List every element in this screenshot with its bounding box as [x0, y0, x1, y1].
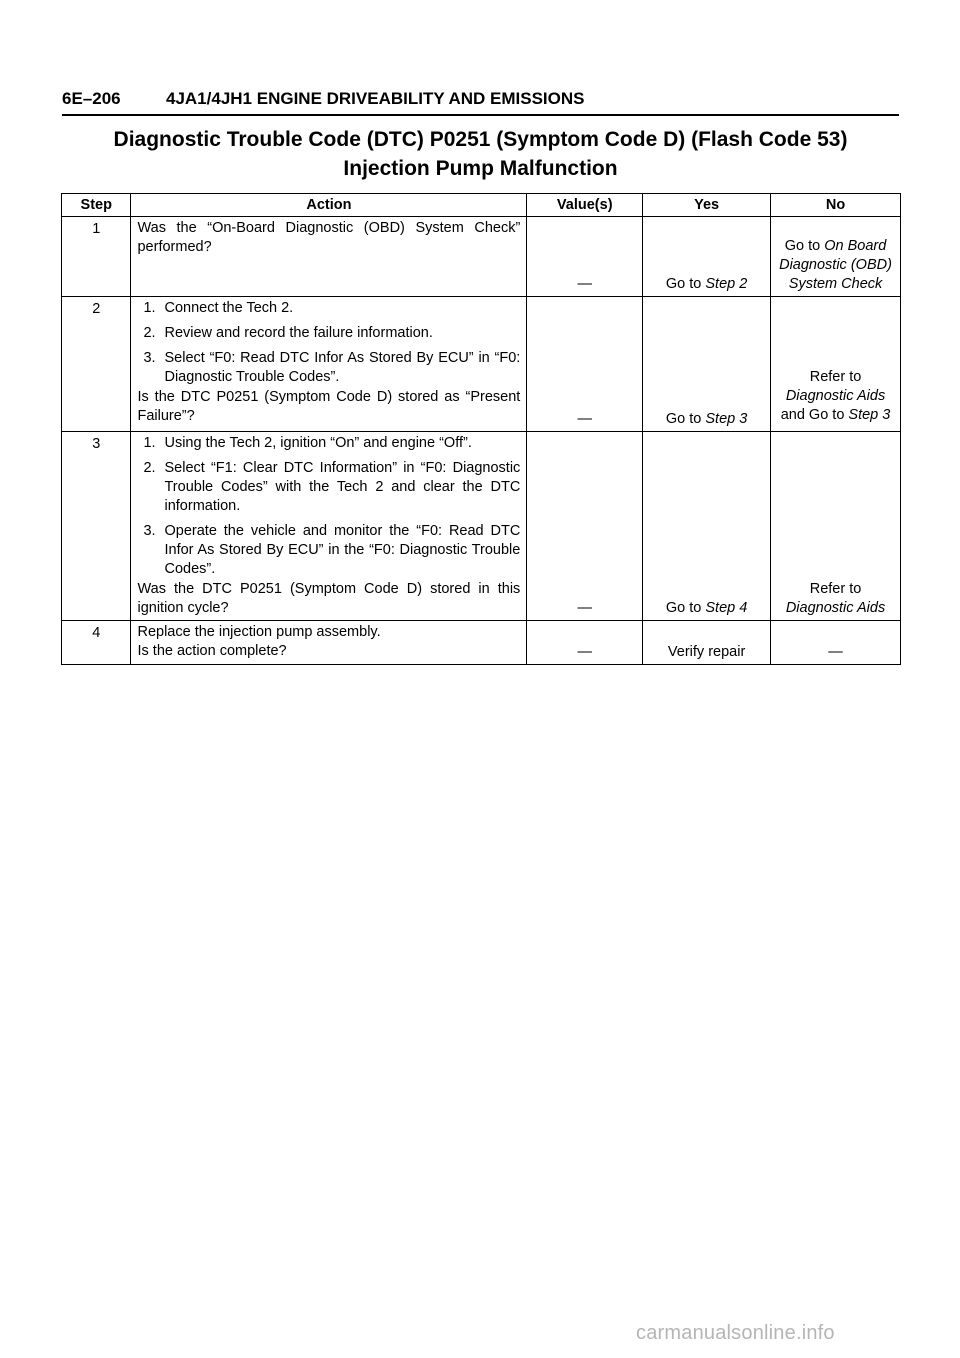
list-item: [137, 459, 520, 516]
table-row: [62, 432, 901, 621]
table-header-row: [62, 194, 901, 217]
no-prefix: Refer to: [809, 369, 862, 385]
action-question: Was the “On-Board Diagnostic (OBD) System Check” performed?: [137, 220, 521, 255]
list-item: [137, 324, 520, 343]
yes-cell: [643, 297, 771, 432]
list-item: [137, 349, 520, 387]
no-diagnostic-aids-link[interactable]: Diagnostic Aids: [785, 388, 886, 404]
item-number: 1.: [143, 435, 156, 451]
header-no: No: [771, 194, 901, 217]
page-number: 6E–206: [62, 89, 121, 108]
action-step-list: [137, 434, 520, 579]
action-text: Replace the injection pump assembly.: [137, 624, 381, 640]
title-line-2: Injection Pump Malfunction: [343, 157, 618, 180]
list-item: [137, 299, 520, 318]
action-cell: [131, 432, 527, 621]
item-text: Review and record the failure information.: [164, 325, 433, 341]
action-question: Is the action complete?: [137, 643, 287, 659]
yes-cell: [643, 432, 771, 621]
item-number: 3.: [143, 523, 156, 539]
item-text: Connect the Tech 2.: [164, 300, 294, 316]
no-cell: [771, 217, 901, 297]
action-question: Was the DTC P0251 (Symptom Code D) stored in this ignition cycle?: [137, 581, 521, 616]
title-line-1: Diagnostic Trouble Code (DTC) P0251 (Symptom Code D) (Flash Code 53): [113, 128, 848, 151]
step-number: 2: [62, 297, 131, 432]
no-suffix: and Go to: [780, 407, 849, 423]
yes-prefix: Go to: [665, 411, 706, 427]
table-row: [62, 217, 901, 297]
no-prefix: Refer to: [809, 581, 862, 597]
action-cell: [131, 217, 527, 297]
table-row: [62, 621, 901, 665]
item-text: Using the Tech 2, ignition “On” and engine “Off”.: [164, 435, 472, 451]
yes-step-link[interactable]: Step 3: [705, 411, 748, 427]
no-prefix: Go to: [784, 238, 825, 254]
diagnostic-table: [61, 193, 901, 665]
value-cell: —: [527, 621, 643, 665]
header-action: Action: [131, 194, 527, 217]
item-text: Select “F1: Clear DTC Information” in “F0: Diagnostic Trouble Codes” with the Tech 2 and clear the DTC information.: [164, 460, 521, 514]
watermark: carmanualsonline.info: [636, 1322, 835, 1344]
step-number: 3: [62, 432, 131, 621]
yes-prefix: Go to: [665, 600, 706, 616]
item-number: 1.: [143, 300, 156, 316]
document-title: [62, 125, 899, 183]
list-item: [137, 522, 520, 579]
no-cell: [771, 432, 901, 621]
value-cell: —: [527, 297, 643, 432]
page-header: [62, 88, 899, 116]
action-cell: [131, 297, 527, 432]
value-cell: —: [527, 217, 643, 297]
item-text: Select “F0: Read DTC Infor As Stored By ECU” in “F0: Diagnostic Trouble Codes”.: [164, 350, 521, 385]
no-obd-check-link[interactable]: On Board Diagnostic (OBD) System Check: [779, 238, 892, 292]
item-number: 3.: [143, 350, 156, 366]
section-title: 4JA1/4JH1 ENGINE DRIVEABILITY AND EMISSIONS: [166, 89, 585, 108]
item-number: 2.: [143, 460, 156, 476]
no-step-link[interactable]: Step 3: [848, 407, 891, 423]
header-yes: Yes: [643, 194, 771, 217]
no-cell: [771, 297, 901, 432]
header-values: Value(s): [527, 194, 643, 217]
table-row: [62, 297, 901, 432]
yes-prefix: Go to: [665, 276, 706, 292]
item-text: Operate the vehicle and monitor the “F0: Read DTC Infor As Stored By ECU” in the “F0: Diagnostic Trouble Codes”.: [164, 523, 521, 577]
step-number: 4: [62, 621, 131, 665]
list-item: [137, 434, 520, 453]
yes-cell: Verify repair: [643, 621, 771, 665]
step-number: 1: [62, 217, 131, 297]
action-cell: [131, 621, 527, 665]
yes-step-link[interactable]: Step 4: [705, 600, 748, 616]
item-number: 2.: [143, 325, 156, 341]
no-diagnostic-aids-link[interactable]: Diagnostic Aids: [785, 600, 886, 616]
value-cell: —: [527, 432, 643, 621]
action-question: Is the DTC P0251 (Symptom Code D) stored as “Present Failure”?: [137, 389, 521, 424]
yes-cell: [643, 217, 771, 297]
no-cell: —: [771, 621, 901, 665]
header-step: Step: [62, 194, 131, 217]
action-step-list: [137, 299, 520, 387]
yes-step-link[interactable]: Step 2: [705, 276, 748, 292]
